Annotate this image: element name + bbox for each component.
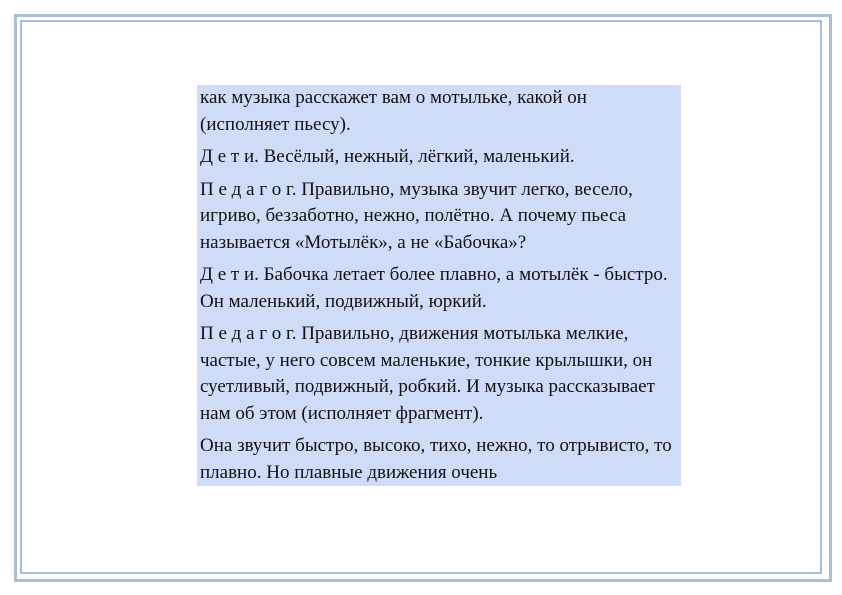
paragraph-children-answer: Д е т и. Весёлый, нежный, лёгкий, маленький. <box>200 146 575 167</box>
paragraph-children-butterfly: Д е т и. Бабочка летает более плавно, а мотылёк - быстро. Он маленький, подвижный, юркий. <box>200 264 668 312</box>
paragraph-intro: как музыка расскажет вам о мотыльке, какой он (исполняет пьесу). <box>200 87 587 135</box>
paragraph-teacher-question: П е д а г о г. Правильно, музыка звучит легко, весело, игриво, беззаботно, нежно, полётно. А почему пьеса называется «Мотылёк», а не «Бабочка»? <box>200 178 633 253</box>
text-block <box>197 85 681 486</box>
paragraph-teacher-moth: П е д а г о г. Правильно, движения мотылька мелкие, частые, у него совсем маленькие, тонкие крылышки, он суетливый, подвижный, робкий. И музыка рассказывает нам об этом (исполняет фрагмент). <box>200 323 655 424</box>
paragraph-music-sound: Она звучит быстро, высоко, тихо, нежно, то отрывисто, то плавно. Но плавные движения очень <box>200 435 672 483</box>
